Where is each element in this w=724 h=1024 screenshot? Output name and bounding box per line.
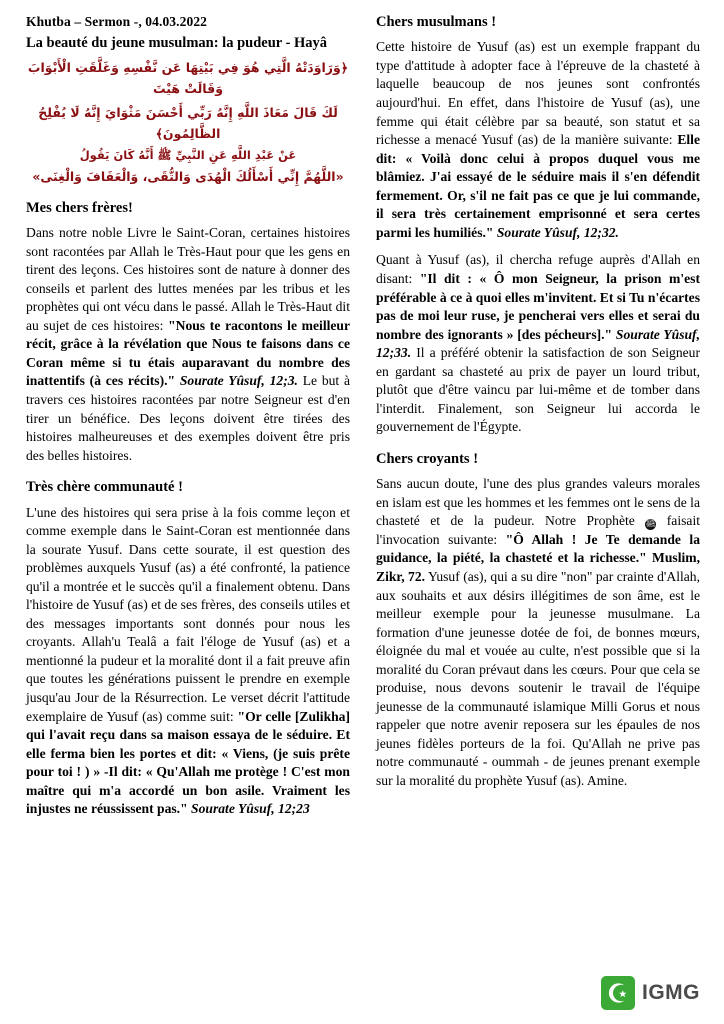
section-heading-muslims: Chers musulmans ! [376,14,497,30]
p1-quote-bold: "Nous te racontons le meilleur récit, grâce à la révélation que Nous te faisons dans ce Coran même si tu étais auparavant du nombre des inattentifs (à ces récits)." [26,317,350,389]
p4-text-d: Il a préféré obtenir la satisfaction de son Seigneur en gardant sa chasteté au prix de payer un lourd tribut, plutôt que d'être vaincu par lui-même et de tomber dans l'interdit. Finalement, son Seigneur lui accorda le gouvernement de l'Égypte. [376,345,700,435]
p5-text-d: Yusuf (as), qui a su dire "non" par crainte d'Allah, aux souhaits et aux désirs illégitimes de son âme, est le meilleur exemple pour la jeunesse musulmane. La formation d'une jeunesse dotée de foi, de bonnes mœurs, éloignée du mal et vouée au culte, n'est possible que si la moralité du Coran prévaut dans les cœurs. Pour que cela se produise, nous devons soutenir le travail de l'équipe jeunesse de la communauté islamique Milli Gorus et nous rappeler que notre avenir reposera sur les épaules de nos jeunes fidèles porteurs de la foi. Qu'Allah ne prive pas notre communauté - oummah - de jeunes prenant exemple sur la moralité du prophète Yusuf (as). Amine. [376,569,700,789]
document-title: La beauté du jeune musulman: la pudeur - Hayâ [26,34,328,51]
igmg-logo-mark-icon [601,976,635,1010]
p1-text-a: Dans notre noble Livre le Saint-Coran, certaines histoires sont racontées par Allah le Très-Haut pour que les gens en tirent des leçons. Ces histoires sont de nature à donner des conseils et parlent des luttes menées par les tribus et les prophètes qui ont vécu dans le passé. Allah le Très-Haut dit au sujet de ces histoires: [26,225,350,333]
p5-hadith-bold: "Ô Allah ! Je Te demande la guidance, la piété, la chasteté et la richesse." Muslim, Zikr, 72. [376,531,700,584]
arabic-quotation-block [26,57,350,188]
paragraph-modesty-values [376,475,700,790]
p3-text-a: Cette histoire de Yusuf (as) est un exemple frappant du type d'attitude à adopter face à l'épreuve de la chasteté à laquelle beaucoup de nos jeunes sont confrontés aujourd'hui. En effet, dans l'histoire de Yusuf (as), une femme qui était célèbre par sa beauté, son statut et sa richesse a menacé Yusuf (as) de la manière suivante: [376,39,700,148]
section-heading-brothers: Mes chers frères! [26,199,133,216]
p4-quote-bold: "Il dit : « Ô mon Seigneur, la prison m'est préférable à ce à quoi elles m'invitent. Et si Tu n'écartes pas de moi leur ruse, je pencherai vers elles et serai du nombre des ignorants » [des pécheurs]." [376,270,700,342]
igmg-logo [601,976,700,1010]
paragraph-yusuf-prayer [376,251,700,436]
p2-text-a: L'une des histoires qui sera prise à la fois comme leçon et comme exemple dans le Saint-Coran est mentionnée dans la sourate Yusuf. Dans cette sourate, il est question des problèmes auxquels Yusuf (as) a été confronté, la patience qu'il a montrée et le succès qu'il a finalement obtenu. Dans l'histoire de Yusuf (as) et de ses frères, des conseils utiles et des messages importants sont donnés pour nous les croyants. Allah'u Tealâ a fait l'éloge de Yusuf (as) et a mentionné la pudeur et la moralité dont il a fait preuve afin que toutes les générations puissent le prendre en exemple jusqu'au Jour de la Résurrection. Le verset décrit l'attitude exemplaire de Yusuf (as) comme suit: [26,504,350,724]
p4-text-a: Quant à Yusuf (as), il chercha refuge auprès d'Allah en disant: [376,252,700,286]
arabic-verse-line-2: لَكَ قَالَ مَعَاذَ اللَّهِ إِنَّهُ رَبِّي أَحْسَنَ مَثْوَايَ إِنَّهُ لَا يُفْلِحُ الظَّالِمُونَ﴾ [38,104,338,141]
p2-quote-bold: "Or celle [Zulikha] qui l'avait reçu dans sa maison essaya de le séduire. Et elle ferma bien les portes et dit: « Viens, (je suis prête pour toi ! ) » -Il dit: « Qu'Allah me protège ! C'est mon maître qui m'a accordé un bon asile. Vraiment les injustes ne réussissent pas." [26,708,351,817]
p3-source-reference: Sourate Yûsuf, 12;32. [493,224,619,240]
arabic-verse-line-1: ﴿وَرَاوَدَتْهُ الَّتِي هُوَ فِي بَيْتِهَا عَن نَّفْسِهِ وَغَلَّقَتِ الْأَبْوَابَ وَقَالَتْ هَيْتَ [27,60,349,97]
p1-source-reference: Sourate Yûsuf, 12;3. [175,373,298,389]
arabic-hadith-line-2: «اللَّهُمَّ إِنِّي أَسْأَلُكَ الْهُدَى وَالتُّقَى، وَالْعَفَافَ وَالْغِنَى» [32,169,344,185]
p5-text-a: Sans aucun doute, l'une des plus grandes valeurs morales en islam est que les hommes et les femmes ont le sens de la chasteté et de la pudeur. Notre Prophète [376,476,700,529]
p2-source-reference: Sourate Yûsuf, 12;23 [187,801,310,817]
p3-quote-bold: Elle dit: « Voilà donc celui à propos duquel vous me blâmiez. J'ai essayé de le séduire mais il s'en défendit fermement. Or, s'il ne fait pas ce que je lui commande, il sera très certainement emprisonné et sera certes parmi les humiliés." [376,132,700,240]
two-column-layout [26,14,702,1014]
p4-source-reference: Sourate Yûsuf, 12;33. [376,326,700,361]
p1-text-d: Le but à travers ces histoires racontées par notre Seigneur est d'en tirer un bénéfice. Des leçons doivent être tirées des histoires malheureuses et des exemples doivent être pris des belles histoires. [26,373,350,463]
column-right [376,14,700,1014]
section-heading-believers: Chers croyants ! [376,450,479,467]
khutba-header: Khutba – Sermon -, 04.03.2022 [26,14,208,29]
section-heading-community: Très chère communauté ! [26,479,183,496]
column-left [26,14,350,1014]
igmg-logo-text: IGMG [642,981,700,1004]
paragraph-yusuf-surah [26,504,350,819]
arabic-hadith-line-1: عَنْ عَبْدِ اللَّهِ عَنِ النَّبِيِّ ﷺ أَنَّهُ كَانَ يَقُولُ [79,148,297,162]
prophet-honorific-icon: ﷺ [645,519,657,530]
p5-text-b: faisait l'invocation suivante: [376,513,700,547]
paragraph-quran-stories [26,224,350,465]
paragraph-chastity-trial [376,38,700,242]
